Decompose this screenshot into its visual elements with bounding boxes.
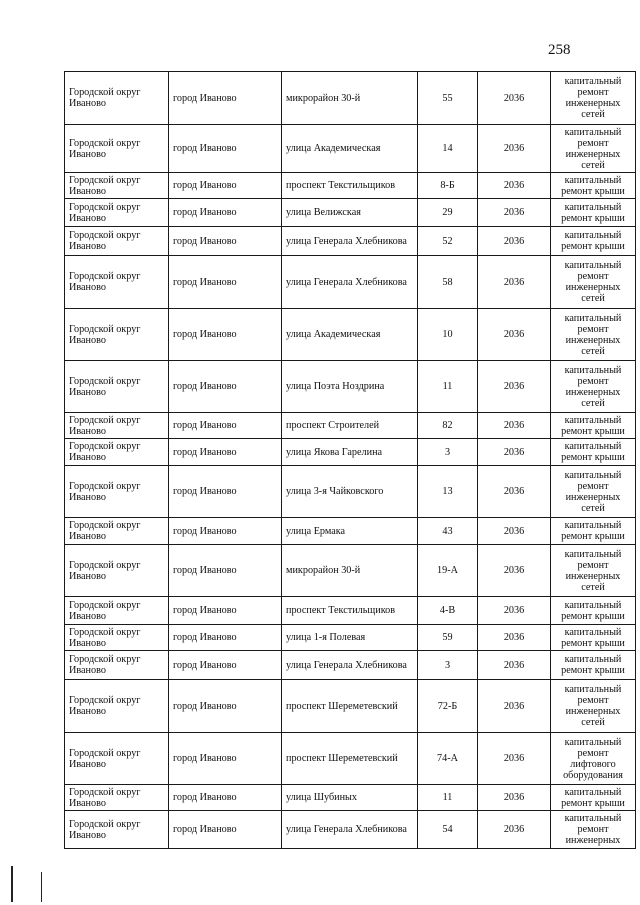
work-type-cell: капитальный ремонт инженерных сетей xyxy=(551,545,636,597)
street-cell: улица Шубиных xyxy=(282,785,418,811)
work-type-cell: капитальный ремонт крыши xyxy=(551,439,636,466)
work-type-cell: капитальный ремонт крыши xyxy=(551,173,636,199)
street-cell: улица Велижская xyxy=(282,199,418,227)
year-cell: 2036 xyxy=(478,227,551,256)
house-number-cell: 19-А xyxy=(418,545,478,597)
okrug-cell: Городской округ Иваново xyxy=(65,256,169,309)
street-cell: улица Генерала Хлебникова xyxy=(282,651,418,680)
house-number-cell: 55 xyxy=(418,72,478,125)
house-number-cell: 43 xyxy=(418,518,478,545)
year-cell: 2036 xyxy=(478,651,551,680)
table-row xyxy=(65,625,636,651)
table-row xyxy=(65,597,636,625)
okrug-cell: Городской округ Иваново xyxy=(65,545,169,597)
table-row xyxy=(65,309,636,361)
scan-edge-mark xyxy=(11,866,13,902)
house-number-cell: 72-Б xyxy=(418,680,478,733)
city-cell: город Иваново xyxy=(169,439,282,466)
work-type-cell: капитальный ремонт инженерных сетей xyxy=(551,309,636,361)
house-number-cell: 13 xyxy=(418,466,478,518)
okrug-cell: Городской округ Иваново xyxy=(65,733,169,785)
okrug-cell: Городской округ Иваново xyxy=(65,361,169,413)
work-type-cell: капитальный ремонт крыши xyxy=(551,227,636,256)
work-type-cell: капитальный ремонт крыши xyxy=(551,651,636,680)
okrug-cell: Городской округ Иваново xyxy=(65,811,169,849)
house-number-cell: 82 xyxy=(418,413,478,439)
city-cell: город Иваново xyxy=(169,733,282,785)
city-cell: город Иваново xyxy=(169,545,282,597)
year-cell: 2036 xyxy=(478,545,551,597)
table-row xyxy=(65,125,636,173)
table-row xyxy=(65,733,636,785)
house-number-cell: 54 xyxy=(418,811,478,849)
street-cell: улица Поэта Ноздрина xyxy=(282,361,418,413)
year-cell: 2036 xyxy=(478,466,551,518)
table-body xyxy=(65,72,636,849)
year-cell: 2036 xyxy=(478,256,551,309)
work-type-cell: капитальный ремонт инженерных сетей xyxy=(551,256,636,309)
work-type-cell: капитальный ремонт крыши xyxy=(551,785,636,811)
okrug-cell: Городской округ Иваново xyxy=(65,413,169,439)
house-number-cell: 11 xyxy=(418,785,478,811)
okrug-cell: Городской округ Иваново xyxy=(65,466,169,518)
year-cell: 2036 xyxy=(478,439,551,466)
year-cell: 2036 xyxy=(478,361,551,413)
table-row xyxy=(65,518,636,545)
okrug-cell: Городской округ Иваново xyxy=(65,785,169,811)
year-cell: 2036 xyxy=(478,72,551,125)
house-number-cell: 3 xyxy=(418,439,478,466)
okrug-cell: Городской округ Иваново xyxy=(65,439,169,466)
year-cell: 2036 xyxy=(478,811,551,849)
street-cell: проспект Строителей xyxy=(282,413,418,439)
city-cell: город Иваново xyxy=(169,72,282,125)
work-type-cell: капитальный ремонт лифтового оборудования xyxy=(551,733,636,785)
work-type-cell: капитальный ремонт инженерных сетей xyxy=(551,72,636,125)
city-cell: город Иваново xyxy=(169,785,282,811)
street-cell: улица Академическая xyxy=(282,309,418,361)
street-cell: проспект Шереметевский xyxy=(282,680,418,733)
house-number-cell: 52 xyxy=(418,227,478,256)
city-cell: город Иваново xyxy=(169,227,282,256)
house-number-cell: 14 xyxy=(418,125,478,173)
table-row xyxy=(65,227,636,256)
work-type-cell: капитальный ремонт крыши xyxy=(551,413,636,439)
table-row xyxy=(65,651,636,680)
okrug-cell: Городской округ Иваново xyxy=(65,72,169,125)
table-row xyxy=(65,173,636,199)
okrug-cell: Городской округ Иваново xyxy=(65,651,169,680)
city-cell: город Иваново xyxy=(169,811,282,849)
house-number-cell: 4-В xyxy=(418,597,478,625)
house-number-cell: 74-А xyxy=(418,733,478,785)
street-cell: микрорайон 30-й xyxy=(282,545,418,597)
table-row xyxy=(65,439,636,466)
year-cell: 2036 xyxy=(478,309,551,361)
table-row xyxy=(65,72,636,125)
street-cell: улица Генерала Хлебникова xyxy=(282,811,418,849)
table-row xyxy=(65,466,636,518)
city-cell: город Иваново xyxy=(169,125,282,173)
year-cell: 2036 xyxy=(478,173,551,199)
okrug-cell: Городской округ Иваново xyxy=(65,125,169,173)
year-cell: 2036 xyxy=(478,680,551,733)
table-row xyxy=(65,811,636,849)
house-number-cell: 11 xyxy=(418,361,478,413)
table-row xyxy=(65,545,636,597)
street-cell: улица Генерала Хлебникова xyxy=(282,256,418,309)
okrug-cell: Городской округ Иваново xyxy=(65,680,169,733)
street-cell: улица Якова Гарелина xyxy=(282,439,418,466)
okrug-cell: Городской округ Иваново xyxy=(65,227,169,256)
repair-schedule-table xyxy=(64,71,636,849)
street-cell: улица Ермака xyxy=(282,518,418,545)
work-type-cell: капитальный ремонт инженерных xyxy=(551,811,636,849)
work-type-cell: капитальный ремонт крыши xyxy=(551,625,636,651)
okrug-cell: Городской округ Иваново xyxy=(65,173,169,199)
house-number-cell: 59 xyxy=(418,625,478,651)
street-cell: проспект Шереметевский xyxy=(282,733,418,785)
table-row xyxy=(65,361,636,413)
city-cell: город Иваново xyxy=(169,518,282,545)
house-number-cell: 29 xyxy=(418,199,478,227)
house-number-cell: 10 xyxy=(418,309,478,361)
work-type-cell: капитальный ремонт инженерных сетей xyxy=(551,361,636,413)
year-cell: 2036 xyxy=(478,625,551,651)
year-cell: 2036 xyxy=(478,518,551,545)
work-type-cell: капитальный ремонт крыши xyxy=(551,518,636,545)
city-cell: город Иваново xyxy=(169,256,282,309)
work-type-cell: капитальный ремонт инженерных сетей xyxy=(551,466,636,518)
city-cell: город Иваново xyxy=(169,361,282,413)
house-number-cell: 8-Б xyxy=(418,173,478,199)
street-cell: микрорайон 30-й xyxy=(282,72,418,125)
table-row xyxy=(65,199,636,227)
year-cell: 2036 xyxy=(478,125,551,173)
city-cell: город Иваново xyxy=(169,413,282,439)
city-cell: город Иваново xyxy=(169,466,282,518)
house-number-cell: 58 xyxy=(418,256,478,309)
table-row xyxy=(65,256,636,309)
okrug-cell: Городской округ Иваново xyxy=(65,518,169,545)
city-cell: город Иваново xyxy=(169,680,282,733)
table-row xyxy=(65,680,636,733)
house-number-cell: 3 xyxy=(418,651,478,680)
work-type-cell: капитальный ремонт крыши xyxy=(551,199,636,227)
city-cell: город Иваново xyxy=(169,309,282,361)
okrug-cell: Городской округ Иваново xyxy=(65,309,169,361)
street-cell: улица 3-я Чайковского xyxy=(282,466,418,518)
year-cell: 2036 xyxy=(478,597,551,625)
street-cell: проспект Текстильщиков xyxy=(282,597,418,625)
year-cell: 2036 xyxy=(478,785,551,811)
city-cell: город Иваново xyxy=(169,651,282,680)
okrug-cell: Городской округ Иваново xyxy=(65,199,169,227)
city-cell: город Иваново xyxy=(169,597,282,625)
okrug-cell: Городской округ Иваново xyxy=(65,597,169,625)
street-cell: проспект Текстильщиков xyxy=(282,173,418,199)
city-cell: город Иваново xyxy=(169,199,282,227)
city-cell: город Иваново xyxy=(169,625,282,651)
page-number: 258 xyxy=(548,42,571,58)
city-cell: город Иваново xyxy=(169,173,282,199)
table-row xyxy=(65,413,636,439)
table-row xyxy=(65,785,636,811)
okrug-cell: Городской округ Иваново xyxy=(65,625,169,651)
work-type-cell: капитальный ремонт крыши xyxy=(551,597,636,625)
work-type-cell: капитальный ремонт инженерных сетей xyxy=(551,125,636,173)
year-cell: 2036 xyxy=(478,199,551,227)
street-cell: улица Генерала Хлебникова xyxy=(282,227,418,256)
year-cell: 2036 xyxy=(478,413,551,439)
year-cell: 2036 xyxy=(478,733,551,785)
work-type-cell: капитальный ремонт инженерных сетей xyxy=(551,680,636,733)
street-cell: улица 1-я Полевая xyxy=(282,625,418,651)
scan-edge-mark xyxy=(41,872,42,902)
street-cell: улица Академическая xyxy=(282,125,418,173)
